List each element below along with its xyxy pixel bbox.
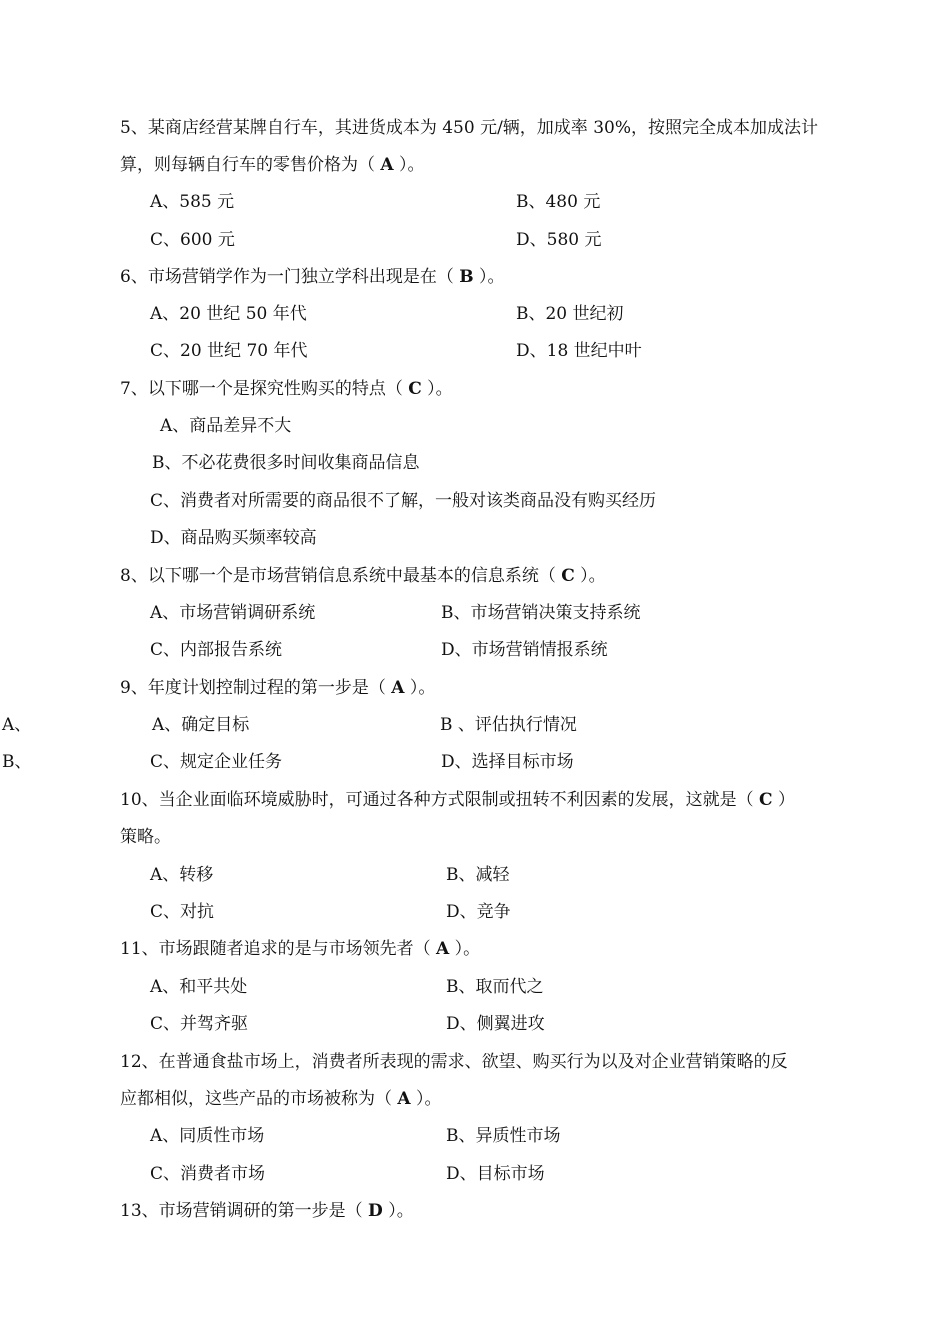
- option-q10-a: A、转移: [150, 865, 214, 885]
- option-q10-d: D、竞争: [446, 902, 511, 922]
- option-q7-c: C、消费者对所需要的商品很不了解，一般对该类商品没有购买经历: [150, 491, 657, 511]
- option-q8-a: A、市场营销调研系统: [150, 603, 316, 623]
- option-q12-b: B、异质性市场: [446, 1126, 561, 1146]
- option-q6-a: A、20 世纪 50 年代: [150, 304, 307, 324]
- question-13: 13、市场营销调研的第一步是（ D ）。: [120, 1201, 414, 1221]
- option-q12-c: C、消费者市场: [150, 1164, 266, 1184]
- option-q5-b: B、480 元: [516, 192, 601, 212]
- option-q7-a: A、商品差异不大: [160, 416, 292, 436]
- answer-q9: A: [391, 678, 405, 698]
- answer-q11: A: [436, 939, 450, 959]
- margin-label-a: A、: [2, 715, 32, 735]
- question-9: 9、年度计划控制过程的第一步是（ A ）。: [120, 678, 436, 698]
- answer-q7: C: [408, 379, 422, 399]
- question-8: 8、以下哪一个是市场营销信息系统中最基本的信息系统（ C ）。: [120, 566, 606, 586]
- option-q11-c: C、并驾齐驱: [150, 1014, 249, 1034]
- option-q8-c: C、内部报告系统: [150, 640, 283, 660]
- question-11: 11、市场跟随者追求的是与市场领先者（ A ）。: [120, 939, 481, 959]
- question-12-line-2: 应都相似，这些产品的市场被称为（ A ）。: [120, 1089, 442, 1109]
- option-q10-c: C、对抗: [150, 902, 215, 922]
- option-q5-a: A、585 元: [150, 192, 235, 212]
- option-q5-c: C、600 元: [150, 230, 235, 250]
- answer-q10: C: [759, 790, 773, 810]
- margin-label-b: B、: [2, 752, 32, 772]
- answer-q5: A: [380, 155, 394, 175]
- option-q9-c: C、规定企业任务: [150, 752, 283, 772]
- option-q8-d: D、市场营销情报系统: [441, 640, 608, 660]
- option-q11-a: A、和平共处: [150, 977, 248, 997]
- option-q5-d: D、580 元: [516, 230, 602, 250]
- option-q7-b: B、不必花费很多时间收集商品信息: [152, 453, 420, 473]
- option-q11-d: D、侧翼进攻: [446, 1014, 545, 1034]
- question-10-line-2: 策略。: [120, 827, 171, 847]
- answer-q6: B: [459, 267, 474, 287]
- option-q10-b: B、减轻: [446, 865, 510, 885]
- option-q9-d: D、选择目标市场: [441, 752, 574, 772]
- answer-q8: C: [561, 566, 575, 586]
- option-q6-c: C、20 世纪 70 年代: [150, 341, 308, 361]
- option-q12-d: D、目标市场: [446, 1164, 545, 1184]
- question-12-line-1: 12、在普通食盐市场上，消费者所表现的需求、欲望、购买行为以及对企业营销策略的反: [120, 1052, 788, 1072]
- question-5-line-1: 5、某商店经营某牌自行车，其进货成本为 450 元/辆，加成率 30%，按照完全成本加成法计: [120, 118, 818, 138]
- question-5-line-2: 算，则每辆自行车的零售价格为（ A ）。: [120, 155, 425, 175]
- option-q12-a: A、同质性市场: [150, 1126, 265, 1146]
- option-q6-d: D、18 世纪中叶: [516, 341, 642, 361]
- option-q9-a: A、确定目标: [152, 715, 250, 735]
- question-6: 6、市场营销学作为一门独立学科出现是在（ B ）。: [120, 267, 505, 287]
- answer-q12: A: [397, 1089, 411, 1109]
- option-q6-b: B、20 世纪初: [516, 304, 624, 324]
- question-10-line-1: 10、当企业面临环境威胁时，可通过各种方式限制或扭转不利因素的发展，这就是（ C ）: [120, 790, 795, 810]
- option-q7-d: D、商品购买频率较高: [150, 528, 317, 548]
- question-7: 7、以下哪一个是探究性购买的特点（ C ）。: [120, 379, 453, 399]
- option-q11-b: B、取而代之: [446, 977, 544, 997]
- option-q8-b: B、市场营销决策支持系统: [441, 603, 641, 623]
- option-q9-b: B 、评估执行情况: [440, 715, 577, 735]
- answer-q13: D: [368, 1201, 383, 1221]
